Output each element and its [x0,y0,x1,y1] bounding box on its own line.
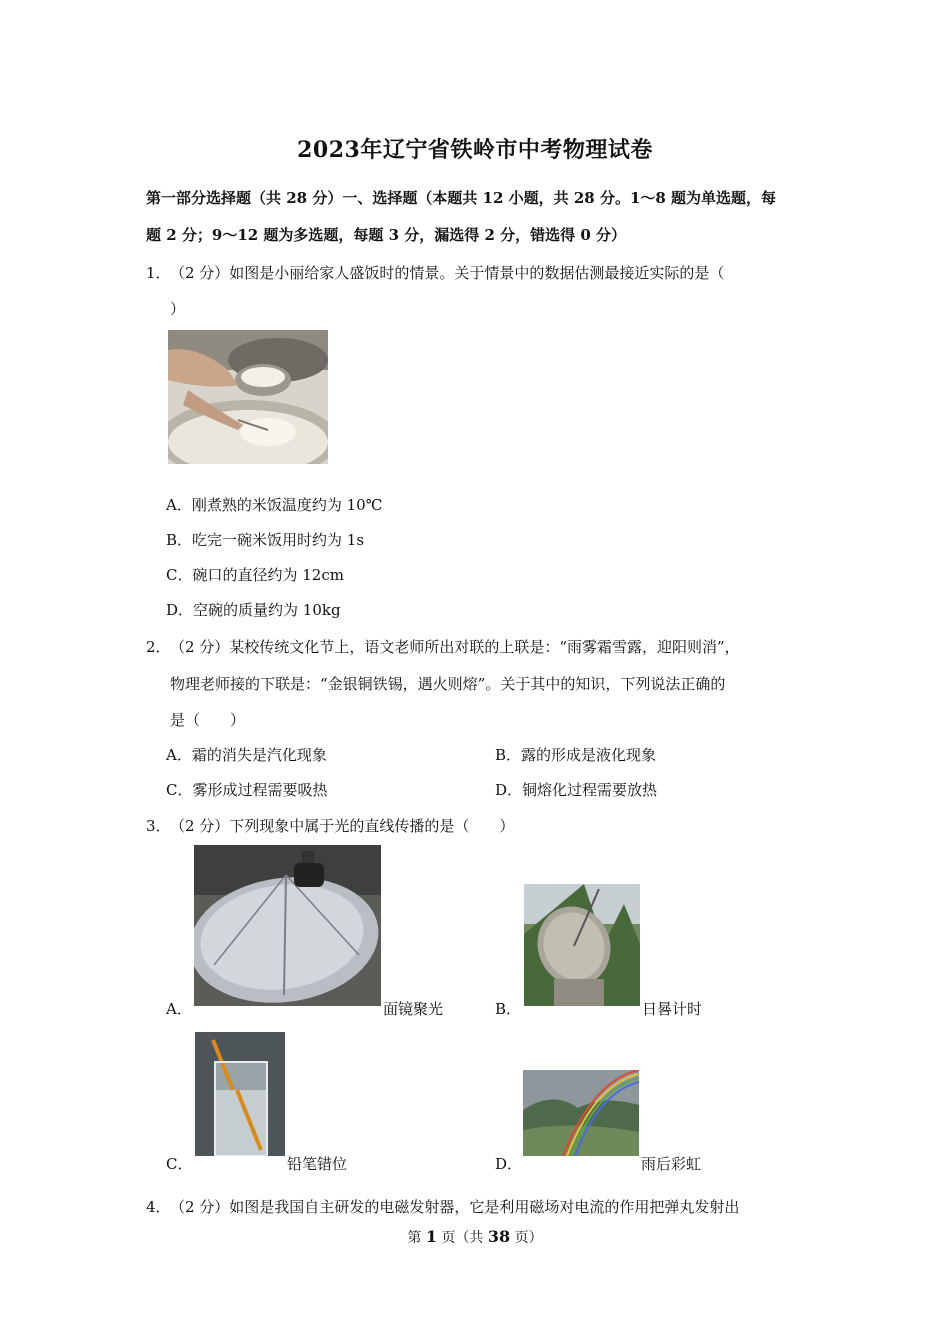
footer-page-number: 1 [425,1227,437,1246]
pencil-in-glass-illustration [195,1032,285,1156]
option-a-caption: 面镜聚光 [383,1000,444,1018]
footer-suffix: 页） [510,1230,543,1246]
question-text: 是（ ） [170,711,246,729]
footer-prefix: 第 [407,1230,426,1246]
page-footer [0,1227,950,1247]
solar-concentrator-illustration [194,845,381,1006]
footer-middle: 页（共 [436,1230,488,1246]
footer-total-pages: 38 [487,1227,511,1246]
section-header-line2: 题 2 分；9～12 题为多选题，每题 3 分，漏选得 2 分，错选得 0 分） [146,226,627,244]
option-a-label: A． [166,1000,192,1018]
option-b: B．吃完一碗米饭用时约为 1s [166,531,365,549]
option-b: B．露的形成是液化现象 [495,746,657,764]
option-a: A．刚煮熟的米饭温度约为 10℃ [166,496,383,514]
question-text: （2 分）如图是我国自主研发的电磁发射器，它是利用磁场对电流的作用把弹丸发射出 [170,1198,740,1216]
question-text: ） [170,300,186,318]
page-title: 2023年辽宁省铁岭市中考物理试卷 [297,137,653,163]
option-c: C．雾形成过程需要吸热 [166,781,328,799]
question-text: （2 分）如图是小丽给家人盛饭时的情景。关于情景中的数据估测最接近实际的是（ [170,264,725,282]
section-header-line1: 第一部分选择题（共 28 分）一、选择题（本题共 12 小题，共 28 分。1～8 题为单选题，每 [146,189,777,207]
option-b-caption: 日晷计时 [642,1000,703,1018]
option-b-label: B． [495,1000,522,1018]
rice-serving-illustration [168,330,328,464]
rainbow-illustration [523,1070,639,1156]
question-text: 物理老师接的下联是：“金银铜铁锡，遇火则熔”。关于其中的知识，下列说法正确的 [170,675,726,693]
question-text: （2 分）下列现象中属于光的直线传播的是（ ） [170,817,515,835]
option-c-caption: 铅笔错位 [287,1155,348,1173]
solar-concentrator-image [194,845,381,1006]
rice-serving-image [168,330,328,464]
sundial-image [524,884,640,1006]
question-number: 3． [146,817,171,835]
option-a: A．霜的消失是汽化现象 [166,746,327,764]
option-d-caption: 雨后彩虹 [641,1155,702,1173]
question-number: 1． [146,264,171,282]
option-d: D．空碗的质量约为 10kg [166,601,341,619]
option-d: D．铜熔化过程需要放热 [495,781,658,799]
section-header [146,180,816,254]
sundial-illustration [524,884,640,1006]
question-text: （2 分）某校传统文化节上，语文老师所出对联的上联是：“雨雾霜雪露，迎阳则消”， [170,638,740,656]
question-number: 2． [146,638,171,656]
rainbow-image [523,1070,639,1156]
option-c-label: C． [166,1155,193,1173]
option-c: C．碗口的直径约为 12cm [166,566,344,584]
option-d-label: D． [495,1155,523,1173]
pencil-in-glass-image [195,1032,285,1156]
question-number: 4． [146,1198,171,1216]
